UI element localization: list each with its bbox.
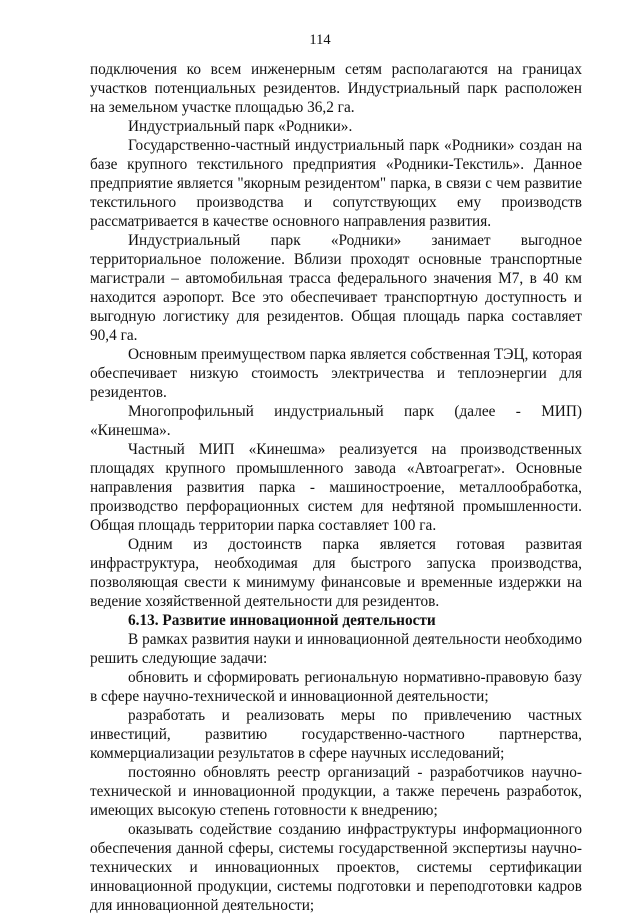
- paragraph: постоянно обновлять реестр организаций - разработчиков научно-технической и инновационной продукции, а также перечень разработок, имеющих высокую степень готовности к внедрению;: [90, 764, 582, 819]
- paragraph: В рамках развития науки и инновационной деятельности необходимо решить следующие задачи:: [90, 631, 582, 667]
- paragraph: Государственно-частный индустриальный парк «Родники» создан на базе крупного текстильного предприятия «Родники-Текстиль». Данное предприятие является "якорным резидентом" парка, в связи с чем развитие текстильного производства и сопутствующих ему производств рассматривается в качестве основного направления развития.: [90, 137, 582, 230]
- section-heading: 6.13. Развитие инновационной деятельности: [128, 612, 436, 629]
- paragraph: Индустриальный парк «Родники» занимает выгодное территориальное положение. Вблизи проходят основные транспортные магистрали – автомобильная трасса федерального значения М7, в 40 км находится аэропорт. Все это обеспечивает транспортную доступность и выгодную логистику для резидентов. Общая площадь парка составляет 90,4 га.: [90, 232, 582, 344]
- paragraph: Частный МИП «Кинешма» реализуется на производственных площадях крупного промышленного завода «Автоагрегат». Основные направления развития парка - машиностроение, металлообработка, производство перфорационных систем для нефтяной промышленности. Общая площадь территории парка составляет 100 га.: [90, 441, 582, 534]
- paragraph: Многопрофильный индустриальный парк (далее - МИП) «Кинешма».: [90, 403, 582, 439]
- paragraph: оказывать содействие созданию инфраструктуры информационного обеспечения данной сферы, системы государственной экспертизы научно-технических и инновационных проектов, системы сертификации инновационной продукции, системы подготовки и переподготовки кадров для инновационной деятельности;: [90, 821, 582, 914]
- paragraph: обновить и сформировать региональную нормативно-правовую базу в сфере научно-технической и инновационной деятельности;: [90, 669, 582, 705]
- paragraph: Одним из достоинств парка является готовая развитая инфраструктура, необходимая для быстрого запуска производства, позволяющая свести к минимуму финансовые и временные издержки на ведение хозяйственной деятельности для резидентов.: [90, 536, 582, 610]
- paragraph: Основным преимуществом парка является собственная ТЭЦ, которая обеспечивает низкую стоимость электричества и теплоэнергии для резидентов.: [90, 346, 582, 401]
- paragraph: Индустриальный парк «Родники».: [128, 118, 353, 135]
- page-number: 114: [309, 32, 331, 48]
- paragraph: подключения ко всем инженерным сетям располагаются на границах участков потенциальных резидентов. Индустриальный парк расположен на земельном участке площадью 36,2 га.: [90, 61, 582, 116]
- paragraph: разработать и реализовать меры по привлечению частных инвестиций, развитию государственно-частного партнерства, коммерциализации результатов в сфере научных исследований;: [90, 707, 582, 762]
- document-body: [90, 60, 582, 915]
